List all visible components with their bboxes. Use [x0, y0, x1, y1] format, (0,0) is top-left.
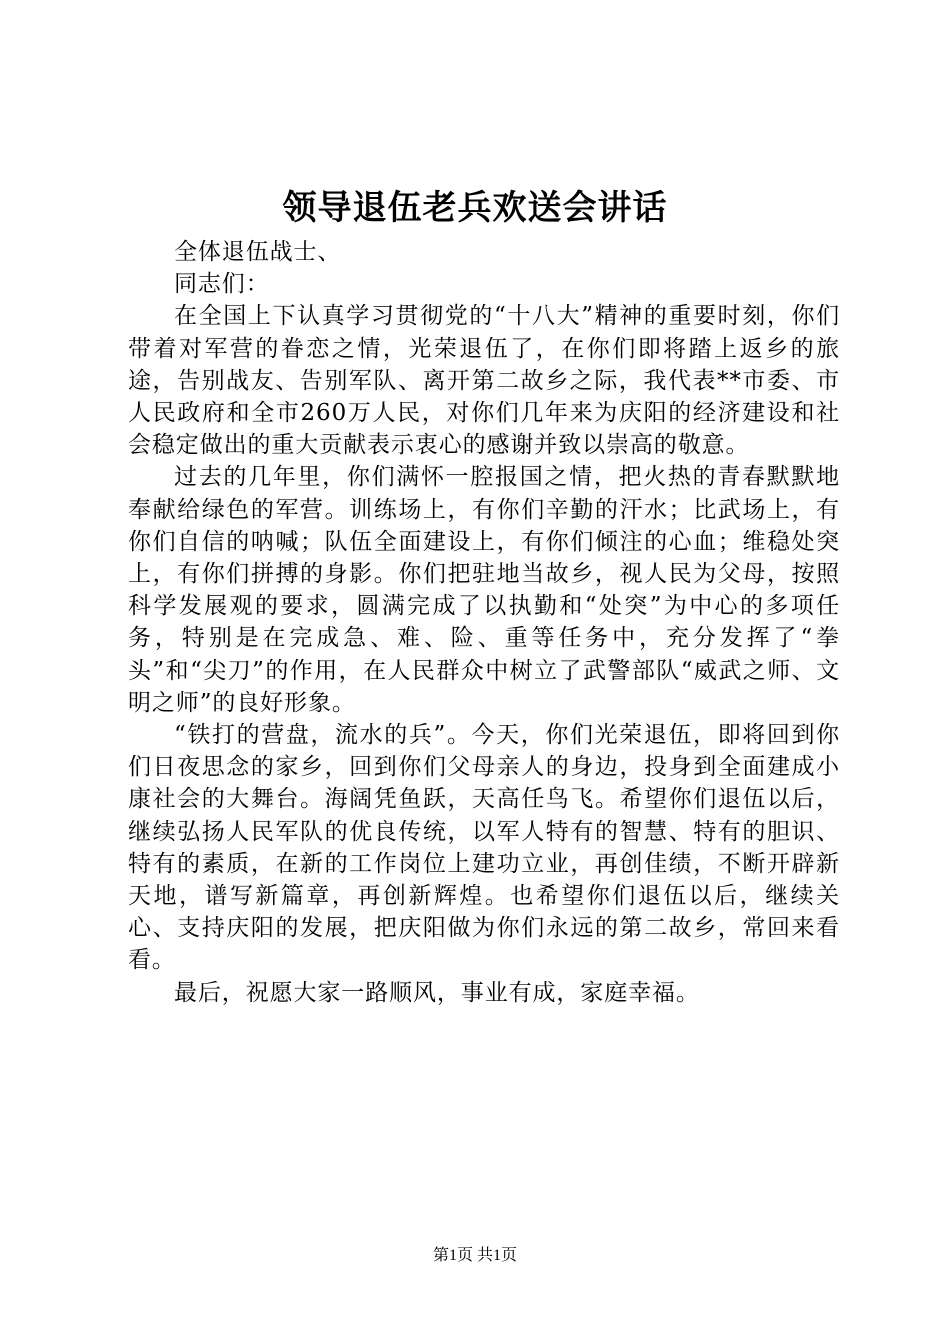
document-title: 领导退伍老兵欢送会讲话	[282, 188, 668, 228]
page-footer: 第1页 共1页	[432, 1247, 517, 1264]
salutation-line: 全体退伍战士、	[174, 239, 342, 265]
document-body	[128, 236, 840, 1009]
salutation-line: 同志们：	[174, 271, 270, 298]
body-paragraph: 过去的几年里，你们满怀一腔报国之情，把火热的青春默默地奉献给绿色的军营。训练场上，有你们辛勤的汗水；比武场上，有你们自信的呐喊；队伍全面建设上，有你们倾注的心血；维稳处突上，有你们拼搏的身影。你们把驻地当故乡，视人民为父母，按照科学发展观的要求，圆满完成了以执勤和“处突”为中心的多项任务，特别是在完成急、难、险、重等任务中，充分发挥了“拳头”和“尖刀”的作用，在人民群众中树立了武警部队“威武之师、文明之师”的良好形象。	[128, 464, 840, 716]
body-paragraph: 在全国上下认真学习贯彻党的“十八大”精神的重要时刻，你们带着对军营的眷恋之情，光荣退伍了，在你们即将踏上返乡的旅途，告别战友、告别军队、离开第二故乡之际，我代表**市委、市人民政府和全市260万人民，对你们几年来为庆阳的经济建设和社会稳定做出的重大贡献表示衷心的感谢并致以崇高的敬意。	[128, 303, 840, 459]
body-paragraph: “铁打的营盘，流水的兵”。今天，你们光荣退伍，即将回到你们日夜思念的家乡，回到你们父母亲人的身边，投身到全面建成小康社会的大舞台。海阔凭鱼跃，天高任鸟飞。希望你们退伍以后，继续弘扬人民军队的优良传统，以军人特有的智慧、特有的胆识、特有的素质，在新的工作岗位上建功立业，再创佳绩，不断开辟新天地，谱写新篇章，再创新辉煌。也希望你们退伍以后，继续关心、支持庆阳的发展，把庆阳做为你们永远的第二故乡，常回来看看。	[128, 722, 840, 974]
body-paragraph: 最后，祝愿大家一路顺风，事业有成，家庭幸福。	[174, 979, 700, 1006]
